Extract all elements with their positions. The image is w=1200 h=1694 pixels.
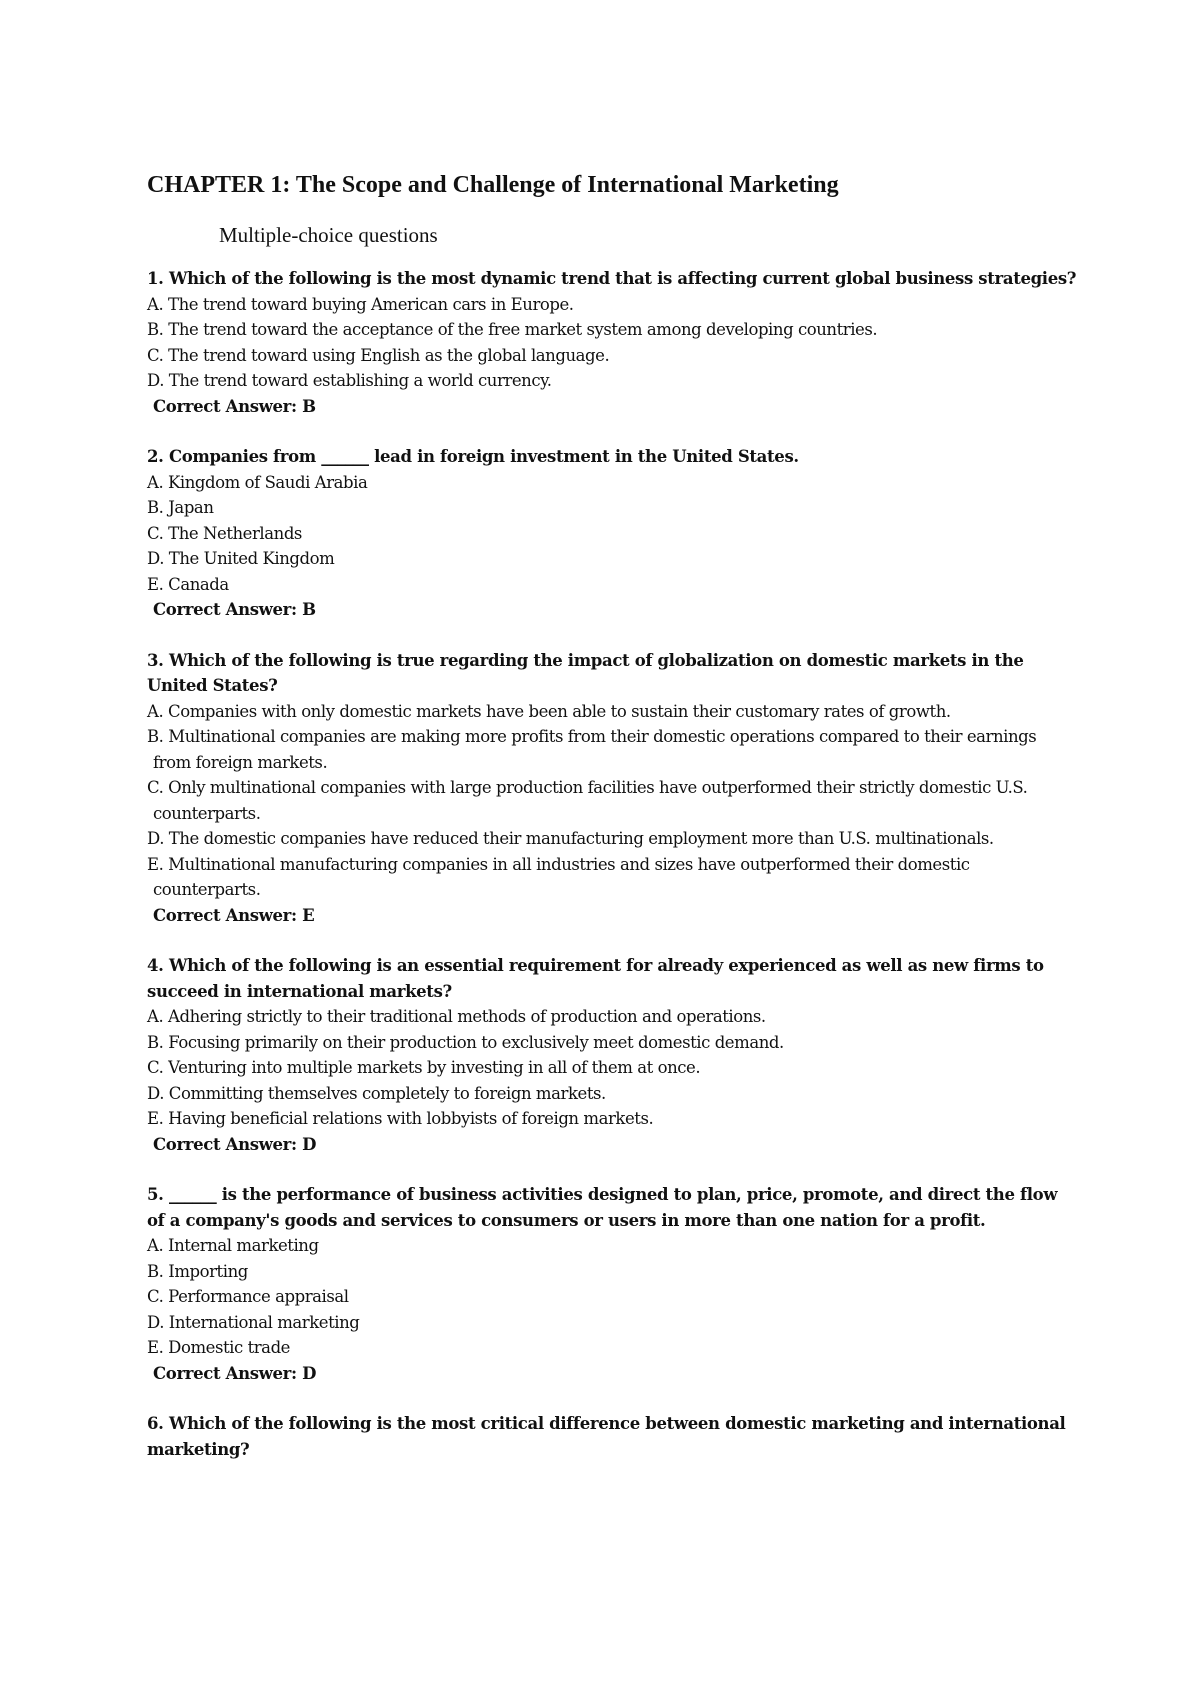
question-item [147, 648, 1077, 929]
question-text [147, 1182, 1077, 1233]
correct-answer [147, 1132, 1077, 1158]
answer-option: D. International marketing [147, 1312, 360, 1332]
correct-answer-value: D [302, 1363, 317, 1383]
answer-option: B. Japan [147, 498, 214, 517]
answer-option: D. The United Kingdom [147, 549, 335, 568]
question-stem: ______ is the performance of business activities designed to plan, price, promote, and direct the flow of a company's goods and services to consumers or users in more than one nation for a profit. [147, 1185, 1058, 1230]
answer-option: E. Canada [147, 574, 229, 594]
option-list [147, 1004, 1077, 1132]
question-number: 1. [147, 269, 164, 288]
answer-option: D. The trend toward establishing a world currency. [147, 371, 552, 390]
correct-answer-label: Correct Answer: [153, 905, 297, 925]
answer-option: C. Venturing into multiple markets by investing in all of them at once. [147, 1058, 701, 1077]
correct-answer-value: B [302, 396, 316, 416]
question-list [147, 266, 1077, 1462]
correct-answer-label: Correct Answer: [153, 396, 297, 416]
question-number: 6. [147, 1414, 164, 1433]
question-number: 2. [147, 447, 164, 466]
option-list [147, 470, 1077, 598]
correct-answer-label: Correct Answer: [153, 600, 297, 619]
question-stem: Which of the following is true regarding the impact of globalization on domestic markets in the United States? [147, 650, 1024, 695]
question-stem: Which of the following is the most critical difference between domestic marketing and international marketing? [147, 1414, 1066, 1459]
option-list [147, 292, 1077, 394]
answer-option: B. The trend toward the acceptance of the free market system among developing countries. [147, 320, 878, 339]
question-item [147, 1182, 1077, 1386]
correct-answer-value: D [302, 1134, 317, 1154]
answer-option: A. The trend toward buying American cars in Europe. [147, 294, 574, 314]
answer-option: A. Companies with only domestic markets have been able to sustain their customary rates of growth. [147, 701, 951, 721]
question-text [147, 444, 1077, 470]
answer-option: D. The domestic companies have reduced their manufacturing employment more than U.S. multinationals. [147, 829, 994, 848]
question-item [147, 444, 1077, 623]
correct-answer-label: Correct Answer: [153, 1134, 297, 1154]
question-number: 5. [147, 1185, 164, 1204]
question-item [147, 953, 1077, 1157]
answer-option: E. Having beneficial relations with lobbyists of foreign markets. [147, 1109, 654, 1128]
answer-option: C. The trend toward using English as the global language. [147, 345, 610, 365]
question-text [147, 648, 1077, 699]
answer-option: C. Only multinational companies with large production facilities have outperformed their strictly domestic U.S. counterparts. [147, 778, 1028, 823]
section-title: Multiple-choice questions [219, 223, 438, 247]
correct-answer [147, 1361, 1077, 1387]
correct-answer [147, 597, 1077, 623]
answer-option: A. Internal marketing [147, 1236, 319, 1255]
answer-option: C. The Netherlands [147, 523, 302, 543]
answer-option: A. Adhering strictly to their traditional methods of production and operations. [147, 1007, 766, 1026]
answer-option: A. Kingdom of Saudi Arabia [147, 472, 368, 492]
question-text [147, 953, 1077, 1004]
document-page [147, 170, 1077, 1487]
option-list [147, 699, 1077, 903]
question-number: 3. [147, 650, 164, 670]
answer-option: B. Focusing primarily on their production to exclusively meet domestic demand. [147, 1032, 784, 1052]
correct-answer-value: B [302, 600, 316, 619]
question-stem: Which of the following is an essential requirement for already experienced as well as new firms to succeed in international markets? [147, 956, 1044, 1001]
question-stem: Companies from ______ lead in foreign investment in the United States. [168, 447, 799, 466]
question-stem: Which of the following is the most dynamic trend that is affecting current global business strategies? [168, 269, 1077, 288]
question-text [147, 1411, 1077, 1462]
answer-option: D. Committing themselves completely to foreign markets. [147, 1083, 606, 1103]
answer-option: E. Domestic trade [147, 1338, 291, 1357]
question-item [147, 1411, 1077, 1462]
correct-answer [147, 903, 1077, 929]
answer-option: B. Importing [147, 1261, 248, 1281]
option-list [147, 1233, 1077, 1361]
chapter-title: CHAPTER 1: The Scope and Challenge of International Marketing [147, 172, 839, 198]
correct-answer [147, 394, 1077, 420]
answer-option: E. Multinational manufacturing companies in all industries and sizes have outperformed their domestic counterparts. [147, 854, 970, 899]
question-text [147, 266, 1077, 292]
correct-answer-label: Correct Answer: [153, 1363, 297, 1383]
question-number: 4. [147, 956, 164, 975]
answer-option: C. Performance appraisal [147, 1287, 349, 1306]
answer-option: B. Multinational companies are making more profits from their domestic operations compared to their earnings from foreign markets. [147, 727, 1037, 772]
question-item [147, 266, 1077, 419]
correct-answer-value: E [302, 905, 315, 925]
